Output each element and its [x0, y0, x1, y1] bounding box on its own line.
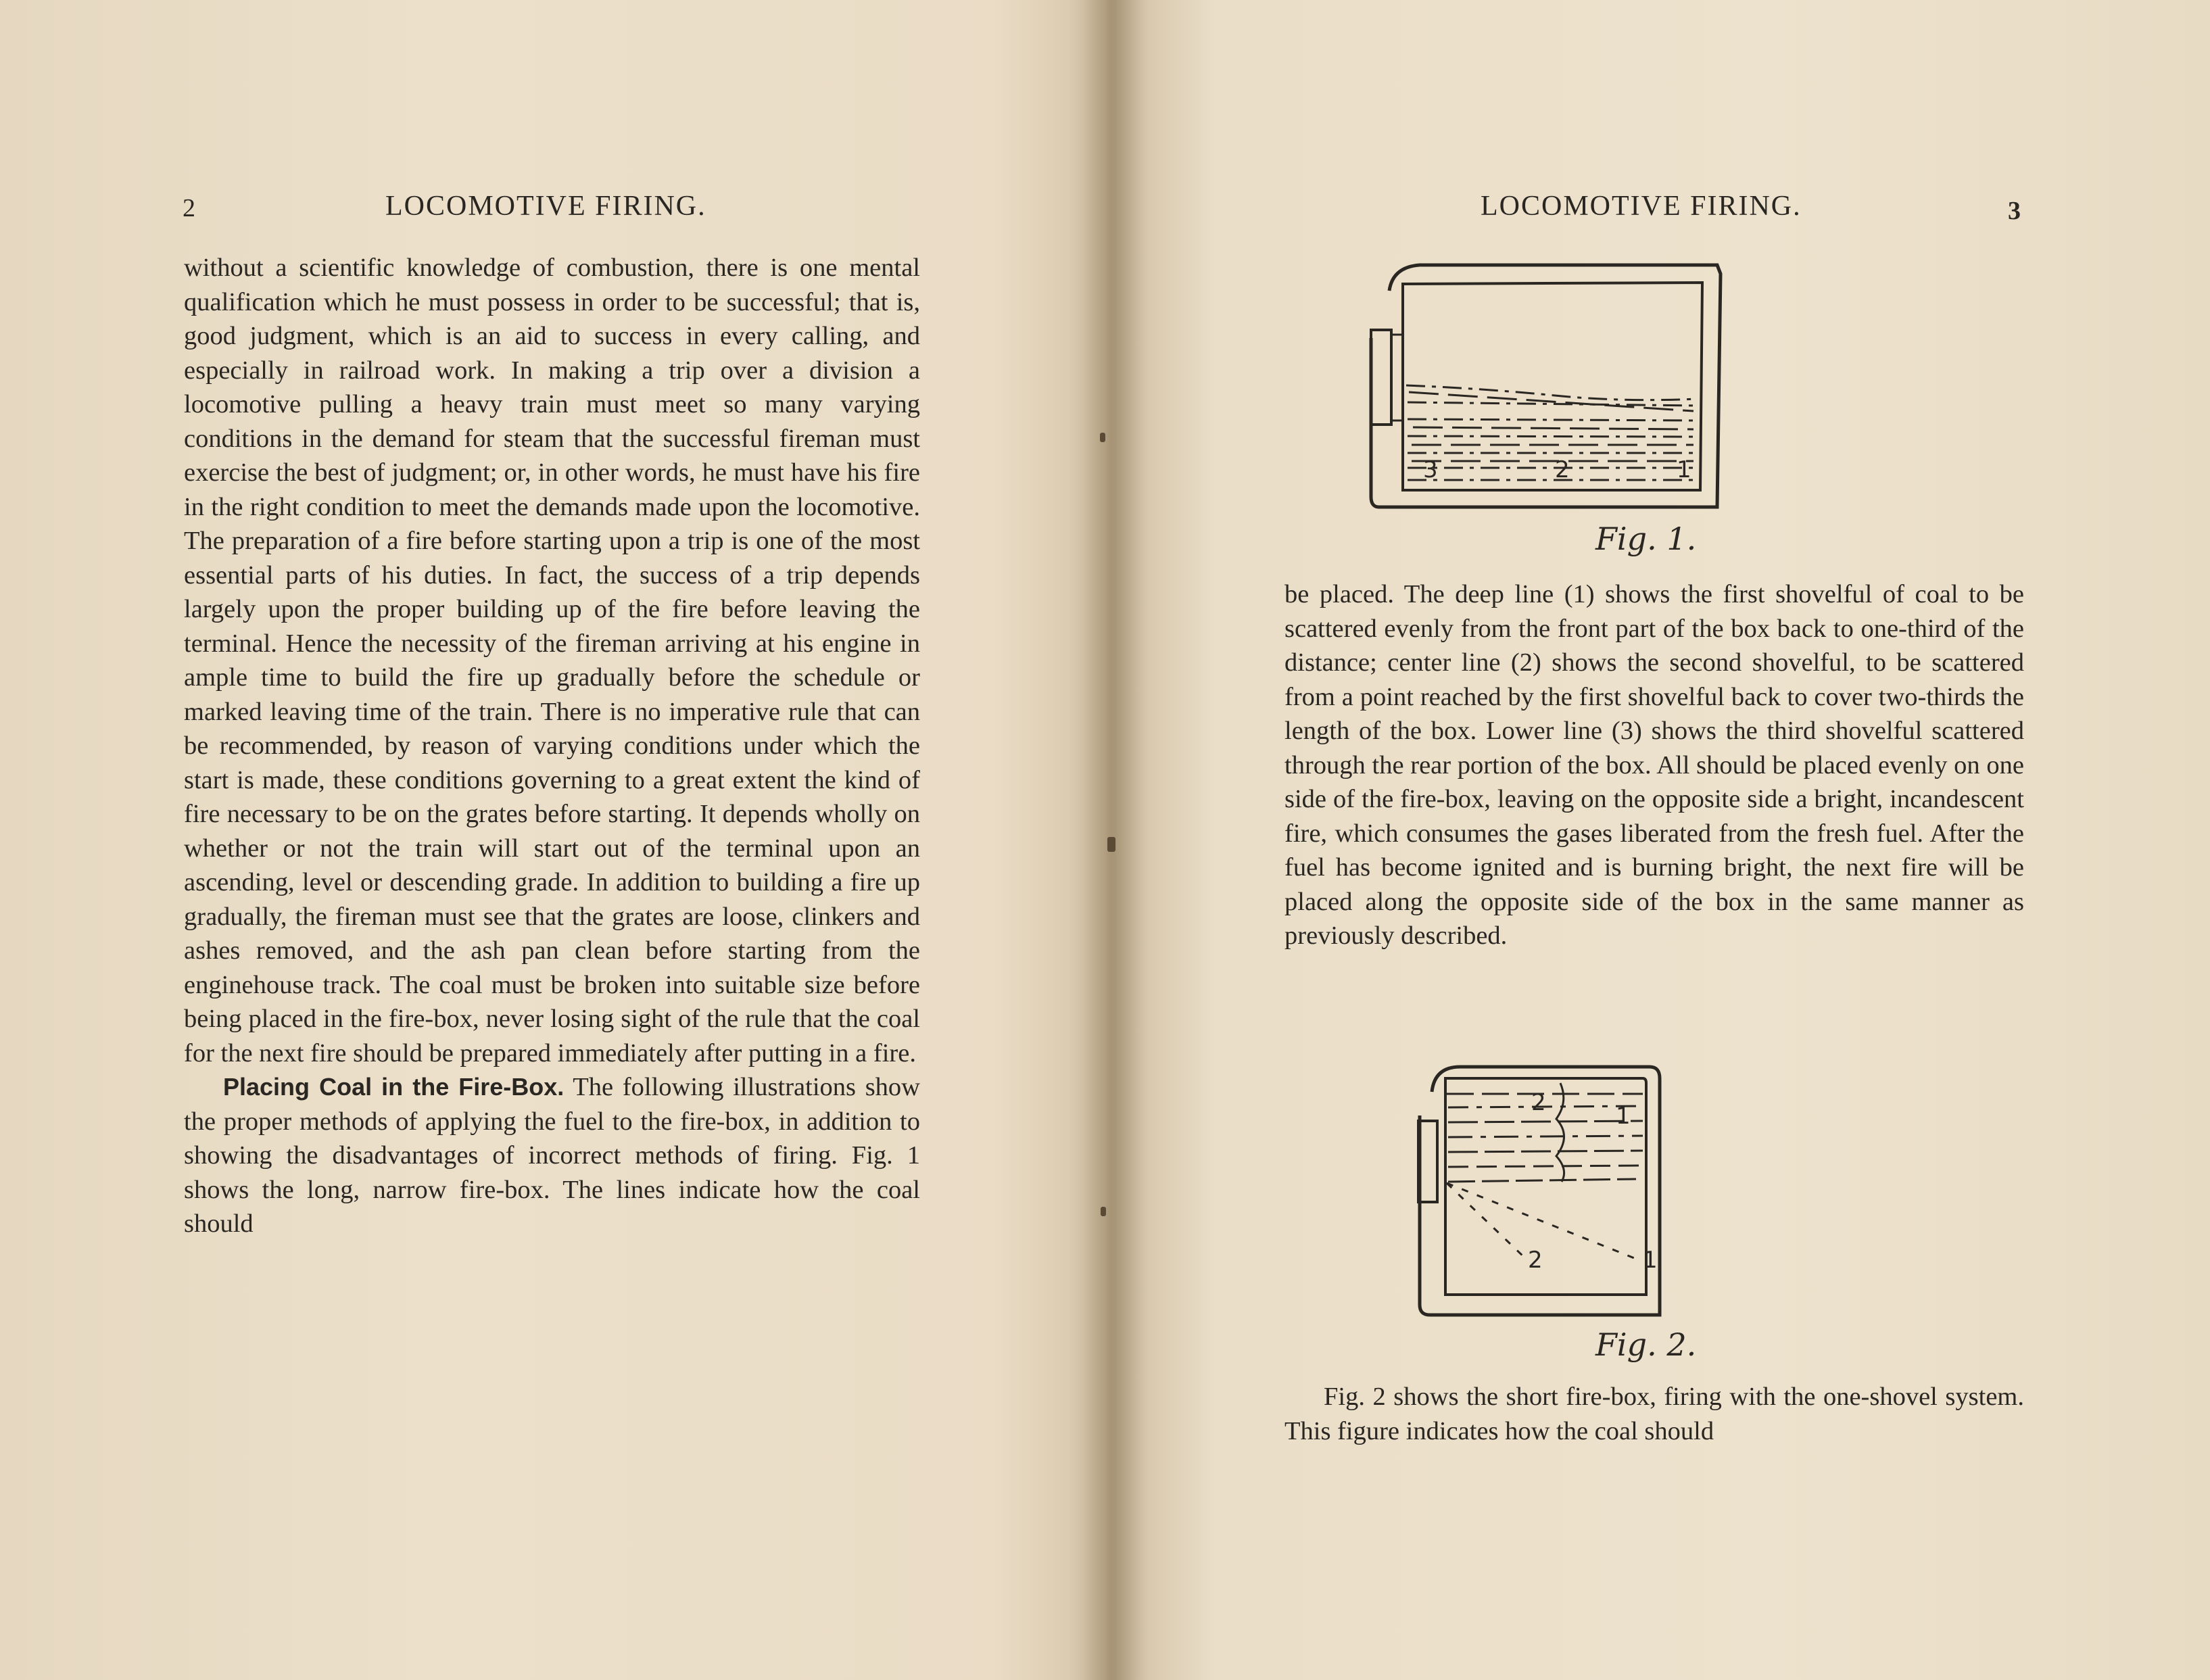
figure-1-caption: Fig. 1. [1595, 521, 1697, 557]
figure-2-label-1-top: 1 [1616, 1103, 1631, 1130]
page-number: 3 [2008, 197, 2021, 225]
figure-2-short-firebox [1406, 1061, 1677, 1332]
figure-1-label-1: 1 [1677, 456, 1691, 483]
right-page [1115, 0, 2210, 1680]
figure-1-label-3: 3 [1423, 456, 1438, 483]
figure-2-label-1-bottom: 1 [1643, 1247, 1658, 1274]
left-page [0, 0, 1095, 1680]
paragraph-text: The following illustrations show the proper methods of applying the fuel to the fire-box, in addition to showing the disadvantages of incorrect methods of firing. Fig. 1 shows the long, narrow fire-box. The lines indicate how the coal should [184, 1073, 920, 1238]
figure-2-label-2-bottom: 2 [1528, 1247, 1543, 1274]
paragraph: without a scientific knowledge of combustion, there is one mental qualification which he must possess in order to be successful; that is, good judgment, which is an aid to success in every calling, and especially in railroad work. In making a trip over a division a locomotive pulling a heavy train must meet so many varying conditions in the demand for steam that the successful fireman must exercise the best of judgment; or, in other words, he must have his fire in the right condition to meet the demands made upon the locomotive. The preparation of a fire before starting upon a trip is one of the most essential parts of his duties. In fact, the success of a trip depends largely upon the proper building up of the fire before leaving the terminal. Hence the necessity of the fireman arriving at his engine in ample time to build the fire up gradually before the schedule or marked leaving time of the train. There is no imperative rule that can be recommended, by reason of varying conditions under which the start is made, these conditions governing to a great extent the kind of fire necessary to be on the grates before starting. It depends wholly on whether or not the train will start out of the terminal upon an ascending, level or descending grade. In addition to building a fire up gradually, the fireman must see that the grates are loose, clinkers and ashes removed, and the ash pan clean before starting from the enginehouse track. The coal must be broken into suitable size before being placed in the fire-box, never losing sight of the rule that the coal for the next fire should be prepared immediately after putting in a fire. [184, 254, 920, 1067]
paragraph: Fig. 2 shows the short fire-box, firing with the one-shovel system. This figure indicates how the coal should [1284, 1383, 2024, 1445]
right-body-text-1 [1284, 577, 2024, 953]
section-heading: Placing Coal in the Fire-Box. [223, 1073, 564, 1101]
paragraph: be placed. The deep line (1) shows the first shovelful of coal to be scattered evenly from the front part of the box back to one-third of the distance; center line (2) shows the second shovelful, to be scattered from a point reached by the first shovelful back to cover two-thirds the length of the box. Lower line (3) shows the third shovelful scattered through the rear portion of the box. All should be placed evenly on one side of the fire-box, leaving on the opposite side a bright, incandescent fire, which consumes the gases liberated from the fresh fuel. After the fuel has become ignited and is burning bright, the next fire will be placed along the opposite side of the box in the same manner as previously described. [1284, 580, 2024, 950]
running-head: LOCOMOTIVE FIRING. [1481, 191, 1802, 222]
right-body-text-2 [1284, 1380, 2024, 1448]
figure-2-label-2-top: 2 [1531, 1089, 1546, 1116]
page-number: 2 [183, 194, 196, 222]
paper-speck [1100, 433, 1105, 442]
figure-1-long-firebox [1352, 250, 1737, 521]
paragraph [184, 1070, 920, 1241]
paper-speck [1101, 1207, 1106, 1216]
figure-2-caption: Fig. 2. [1595, 1326, 1697, 1363]
running-head: LOCOMOTIVE FIRING. [385, 191, 706, 222]
left-body-text [184, 251, 920, 1241]
paper-speck [1107, 837, 1115, 852]
figure-1-label-2: 2 [1555, 456, 1570, 483]
